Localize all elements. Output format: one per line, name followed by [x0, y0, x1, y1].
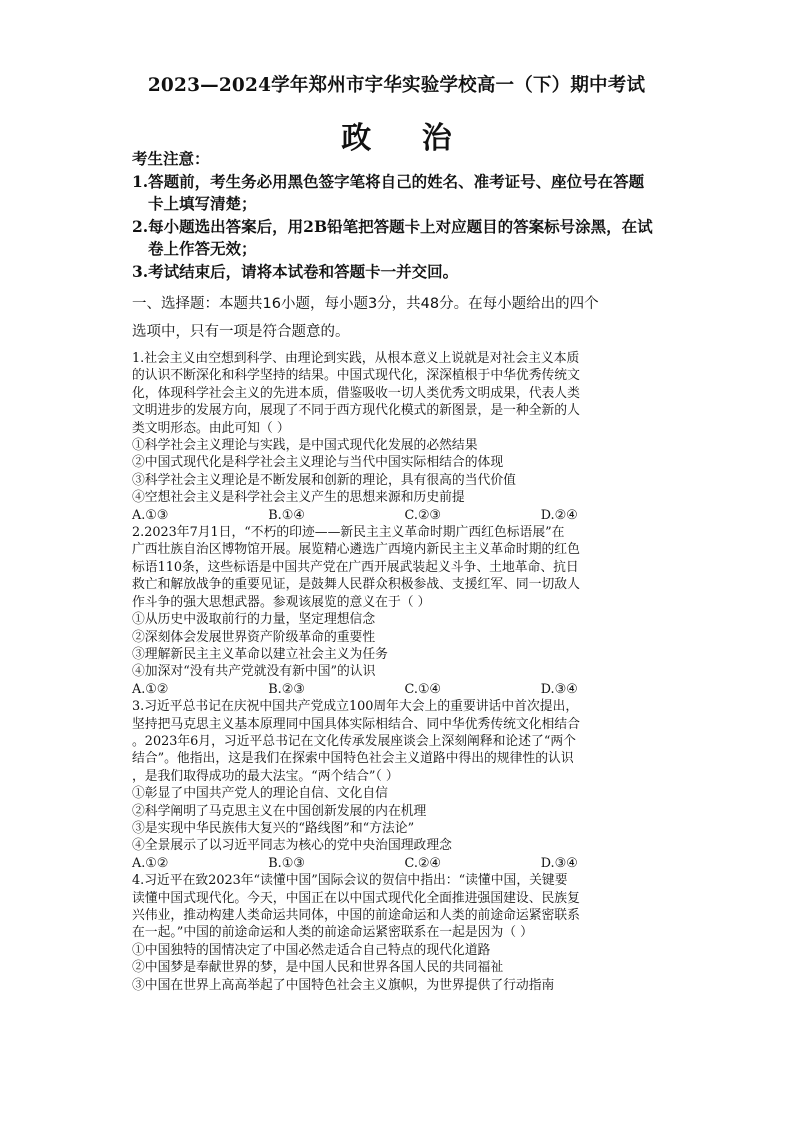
statement: ①彰显了中国共产党人的理论自信、文化自信	[132, 786, 388, 802]
section-line: 选项中，只有一项是符合题意的。	[132, 324, 350, 340]
option-a: A.①③	[132, 507, 169, 523]
question-stem-line: 类文明形态。由此可知（ ）	[132, 420, 290, 436]
statement: ②中国式现代化是科学社会主义理论与当代中国实际相结合的体现	[132, 455, 504, 471]
question-stem-line: 救亡和解放战争的重要见证，是鼓舞人民群众积极参战、支援红军、同一切敌人	[132, 577, 580, 593]
statement: ②中国梦是奉献世界的梦，是中国人民和世界各国人民的共同福祉	[132, 960, 504, 976]
question-3	[132, 698, 677, 872]
question-stem-line: 标语110条，这些标语是中国共产党在广西开展武装起义斗争、土地革命、抗日	[132, 559, 579, 575]
statement: ④加深对“没有共产党就没有新中国”的认识	[132, 664, 376, 680]
statement: ④空想社会主义是科学社会主义产生的思想来源和历史前提	[132, 490, 465, 506]
answer-options	[132, 681, 677, 698]
question-stem-line: 文明进步的发展方向，展现了不同于西方现代化模式的新图景，是一种全新的人	[132, 403, 580, 419]
statement: ①从历史中汲取前行的力量，坚定理想信念	[132, 612, 376, 628]
candidate-notice	[132, 148, 692, 283]
statement: ③科学社会主义理论是不断发展和创新的理论，具有很高的当代价值	[132, 472, 516, 488]
option-c: C.②③	[404, 507, 441, 523]
question-1	[132, 350, 677, 524]
question-stem-line: 作斗争的强大思想武器。参观该展览的意义在于（ ）	[132, 594, 431, 610]
question-4	[132, 872, 677, 994]
option-a: A.①②	[132, 855, 169, 871]
answer-options	[132, 855, 677, 872]
statement: ③中国在世界上高高举起了中国特色社会主义旗帜，为世界提供了行动指南	[132, 977, 555, 993]
question-stem-line: 4.习近平在致2023年“读懂中国”国际会议的贺信中指出：“读懂中国，关键要	[132, 873, 568, 889]
statement: ①科学社会主义理论与实践，是中国式现代化发展的必然结果	[132, 438, 478, 454]
notice-item: 1.答题前，考生务必用黑色签字笔将自己的姓名、准考证号、座位号在答题	[132, 171, 645, 191]
question-stem-line: 。2023年6月，习近平总书记在文化传承发展座谈会上深刻阐释和论述了“两个	[132, 733, 576, 749]
section-instructions	[132, 290, 677, 346]
option-d: D.③④	[540, 681, 578, 697]
statement: ②科学阐明了马克思主义在中国创新发展的内在机理	[132, 803, 427, 819]
statement: ①中国独特的国情决定了中国必然走适合自己特点的现代化道路	[132, 942, 491, 958]
subject-title: 政 治	[341, 121, 472, 156]
question-stem-line: 结合”。他指出，这是我们在探索中国特色社会主义道路中得出的规律性的认识	[132, 751, 574, 767]
notice-item: 卷上作答无效；	[148, 239, 257, 258]
question-stem-line: 坚持把马克思主义基本原理同中国具体实际相结合、同中华优秀传统文化相结合	[132, 716, 580, 732]
statement: ②深刻体会发展世界资产阶级革命的重要性	[132, 629, 376, 645]
section-line: 一、选择题：本题共16小题，每小题3分，共48分。在每小题给出的四个	[132, 296, 599, 312]
statement: ③理解新民主主义革命以建立社会主义为任务	[132, 646, 388, 662]
question-stem-line: 的认识不断深化和科学坚持的结果。中国式现代化，深深植根于中华优秀传统文	[132, 368, 580, 384]
question-stem-line: 化，体现科学社会主义的先进本质，借鉴吸收一切人类优秀文明成果，代表人类	[132, 385, 580, 401]
option-b: B.①③	[268, 855, 305, 871]
option-b: B.①④	[268, 507, 305, 523]
option-c: C.①④	[404, 681, 441, 697]
question-stem-line: ，是我们取得成功的最大法宝。“两个结合”（ ）	[132, 768, 399, 784]
statement: ③是实现中华民族伟大复兴的“路线图”和“方法论”	[132, 820, 415, 836]
question-stem-line: 3.习近平总书记在庆祝中国共产党成立100周年大会上的重要讲话中首次提出，	[132, 699, 579, 715]
exam-title: 2023—2024学年郑州市宇华实验学校高一（下）期中考试	[147, 75, 646, 96]
question-stem-line: 1.社会主义由空想到科学、由理论到实践，从根本意义上说就是对社会主义本质	[132, 351, 580, 366]
question-stem-line: 兴伟业，推动构建人类命运共同体，中国的前途命运和人类的前途命运紧密联系	[132, 908, 580, 923]
option-b: B.②③	[268, 681, 305, 697]
question-stem-line: 广西壮族自治区博物馆开展。展览精心遴选广西境内新民主主义革命时期的红色	[132, 542, 580, 558]
question-2	[132, 524, 677, 698]
option-d: D.②④	[540, 507, 578, 523]
statement: ④全景展示了以习近平同志为核心的党中央治国理政理念	[132, 838, 452, 854]
question-list	[132, 350, 677, 994]
question-stem-line: 2.2023年7月1日，“不朽的印迹——新民主主义革命时期广西红色标语展”在	[132, 525, 565, 541]
option-a: A.①②	[132, 681, 169, 697]
question-stem-line: 读懂中国式现代化。今天，中国正在以中国式现代化全面推进强国建设、民族复	[132, 890, 580, 906]
notice-item: 卡上填写清楚；	[148, 194, 257, 213]
answer-options	[132, 507, 677, 524]
question-stem-line: 在一起。”中国的前途命运和人类的前途命运紧密联系在一起是因为（ ）	[132, 925, 533, 941]
notice-heading: 考生注意：	[132, 149, 210, 168]
notice-item: 2.每小题选出答案后，用2B铅笔把答题卡上对应题目的答案标号涂黑，在试	[132, 216, 653, 236]
option-d: D.③④	[540, 855, 578, 871]
notice-item: 3.考试结束后，请将本试卷和答题卡一并交回。	[132, 261, 459, 281]
option-c: C.②④	[404, 855, 441, 871]
